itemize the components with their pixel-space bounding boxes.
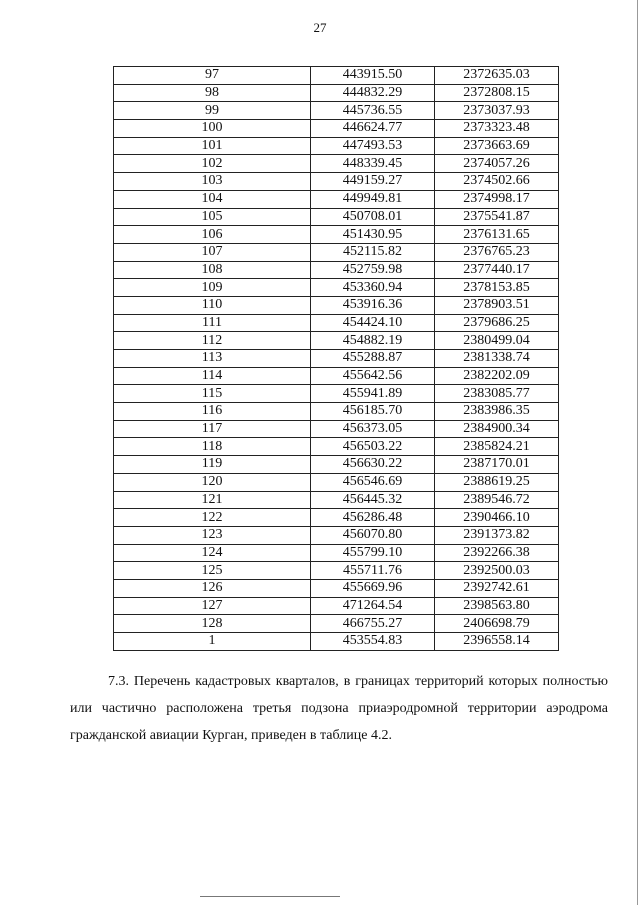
- table-row: [114, 633, 559, 651]
- y-coordinate-cell: 2384900.34: [435, 420, 559, 438]
- x-coordinate-cell: 455941.89: [311, 385, 435, 403]
- point-number-cell: 122: [114, 509, 311, 527]
- table-row: [114, 261, 559, 279]
- x-coordinate-cell: 454424.10: [311, 314, 435, 332]
- x-coordinate-cell: 455799.10: [311, 544, 435, 562]
- x-coordinate-cell: 471264.54: [311, 597, 435, 615]
- x-coordinate-cell: 456445.32: [311, 491, 435, 509]
- point-number-cell: 100: [114, 120, 311, 138]
- point-number-cell: 106: [114, 226, 311, 244]
- x-coordinate-cell: 453554.83: [311, 633, 435, 651]
- y-coordinate-cell: 2381338.74: [435, 350, 559, 368]
- point-number-cell: 121: [114, 491, 311, 509]
- x-coordinate-cell: 452759.98: [311, 261, 435, 279]
- x-coordinate-cell: 454882.19: [311, 332, 435, 350]
- x-coordinate-cell: 443915.50: [311, 67, 435, 85]
- table-row: [114, 208, 559, 226]
- x-coordinate-cell: 450708.01: [311, 208, 435, 226]
- point-number-cell: 112: [114, 332, 311, 350]
- table-row: [114, 615, 559, 633]
- y-coordinate-cell: 2380499.04: [435, 332, 559, 350]
- point-number-cell: 99: [114, 102, 311, 120]
- coordinates-table: [113, 66, 559, 651]
- y-coordinate-cell: 2388619.25: [435, 473, 559, 491]
- table-row: [114, 491, 559, 509]
- x-coordinate-cell: 445736.55: [311, 102, 435, 120]
- y-coordinate-cell: 2374057.26: [435, 155, 559, 173]
- table-row: [114, 544, 559, 562]
- point-number-cell: 108: [114, 261, 311, 279]
- point-number-cell: 104: [114, 190, 311, 208]
- x-coordinate-cell: 444832.29: [311, 84, 435, 102]
- y-coordinate-cell: 2372635.03: [435, 67, 559, 85]
- table-row: [114, 226, 559, 244]
- y-coordinate-cell: 2392266.38: [435, 544, 559, 562]
- x-coordinate-cell: 456546.69: [311, 473, 435, 491]
- table-row: [114, 562, 559, 580]
- table-row: [114, 102, 559, 120]
- y-coordinate-cell: 2382202.09: [435, 367, 559, 385]
- point-number-cell: 127: [114, 597, 311, 615]
- x-coordinate-cell: 447493.53: [311, 137, 435, 155]
- table-row: [114, 597, 559, 615]
- table-row: [114, 367, 559, 385]
- table-row: [114, 279, 559, 297]
- table-row: [114, 84, 559, 102]
- x-coordinate-cell: 449159.27: [311, 173, 435, 191]
- y-coordinate-cell: 2372808.15: [435, 84, 559, 102]
- point-number-cell: 116: [114, 403, 311, 421]
- point-number-cell: 123: [114, 526, 311, 544]
- point-number-cell: 109: [114, 279, 311, 297]
- point-number-cell: 126: [114, 579, 311, 597]
- table-row: [114, 155, 559, 173]
- point-number-cell: 125: [114, 562, 311, 580]
- table-row: [114, 190, 559, 208]
- x-coordinate-cell: 453360.94: [311, 279, 435, 297]
- point-number-cell: 98: [114, 84, 311, 102]
- y-coordinate-cell: 2373663.69: [435, 137, 559, 155]
- table-row: [114, 350, 559, 368]
- x-coordinate-cell: 446624.77: [311, 120, 435, 138]
- paragraph-7-3: 7.3. Перечень кадастровых кварталов, в границах территорий которых полностью или частично расположена третья подзона приаэродромной территории аэродрома гражданской авиации Курган, приведен в таблице 4.2.: [70, 674, 608, 743]
- y-coordinate-cell: 2373323.48: [435, 120, 559, 138]
- x-coordinate-cell: 456070.80: [311, 526, 435, 544]
- x-coordinate-cell: 453916.36: [311, 296, 435, 314]
- table-row: [114, 473, 559, 491]
- point-number-cell: 103: [114, 173, 311, 191]
- x-coordinate-cell: 456373.05: [311, 420, 435, 438]
- y-coordinate-cell: 2406698.79: [435, 615, 559, 633]
- x-coordinate-cell: 455711.76: [311, 562, 435, 580]
- point-number-cell: 120: [114, 473, 311, 491]
- point-number-cell: 110: [114, 296, 311, 314]
- coordinates-table-body: [114, 67, 559, 651]
- table-row: [114, 137, 559, 155]
- y-coordinate-cell: 2387170.01: [435, 456, 559, 474]
- y-coordinate-cell: 2398563.80: [435, 597, 559, 615]
- table-row: [114, 456, 559, 474]
- point-number-cell: 114: [114, 367, 311, 385]
- y-coordinate-cell: 2376765.23: [435, 243, 559, 261]
- x-coordinate-cell: 455669.96: [311, 579, 435, 597]
- x-coordinate-cell: 466755.27: [311, 615, 435, 633]
- point-number-cell: 97: [114, 67, 311, 85]
- y-coordinate-cell: 2378153.85: [435, 279, 559, 297]
- table-row: [114, 67, 559, 85]
- table-row: [114, 385, 559, 403]
- y-coordinate-cell: 2379686.25: [435, 314, 559, 332]
- table-row: [114, 509, 559, 527]
- point-number-cell: 1: [114, 633, 311, 651]
- y-coordinate-cell: 2373037.93: [435, 102, 559, 120]
- table-row: [114, 314, 559, 332]
- y-coordinate-cell: 2391373.82: [435, 526, 559, 544]
- x-coordinate-cell: 451430.95: [311, 226, 435, 244]
- y-coordinate-cell: 2374998.17: [435, 190, 559, 208]
- y-coordinate-cell: 2385824.21: [435, 438, 559, 456]
- y-coordinate-cell: 2378903.51: [435, 296, 559, 314]
- y-coordinate-cell: 2383986.35: [435, 403, 559, 421]
- x-coordinate-cell: 455288.87: [311, 350, 435, 368]
- table-row: [114, 332, 559, 350]
- table-row: [114, 438, 559, 456]
- point-number-cell: 128: [114, 615, 311, 633]
- point-number-cell: 119: [114, 456, 311, 474]
- y-coordinate-cell: 2390466.10: [435, 509, 559, 527]
- y-coordinate-cell: 2383085.77: [435, 385, 559, 403]
- table-row: [114, 403, 559, 421]
- footer-rule: [200, 896, 340, 897]
- point-number-cell: 102: [114, 155, 311, 173]
- x-coordinate-cell: 452115.82: [311, 243, 435, 261]
- table-row: [114, 296, 559, 314]
- point-number-cell: 124: [114, 544, 311, 562]
- table-row: [114, 526, 559, 544]
- table-row: [114, 579, 559, 597]
- table-row: [114, 243, 559, 261]
- y-coordinate-cell: 2374502.66: [435, 173, 559, 191]
- point-number-cell: 113: [114, 350, 311, 368]
- page-number: 27: [313, 20, 327, 35]
- y-coordinate-cell: 2389546.72: [435, 491, 559, 509]
- point-number-cell: 105: [114, 208, 311, 226]
- point-number-cell: 115: [114, 385, 311, 403]
- point-number-cell: 107: [114, 243, 311, 261]
- page-edge-line: [637, 0, 638, 905]
- y-coordinate-cell: 2392742.61: [435, 579, 559, 597]
- x-coordinate-cell: 456286.48: [311, 509, 435, 527]
- x-coordinate-cell: 455642.56: [311, 367, 435, 385]
- point-number-cell: 111: [114, 314, 311, 332]
- x-coordinate-cell: 449949.81: [311, 190, 435, 208]
- point-number-cell: 117: [114, 420, 311, 438]
- y-coordinate-cell: 2392500.03: [435, 562, 559, 580]
- table-row: [114, 173, 559, 191]
- table-row: [114, 420, 559, 438]
- point-number-cell: 118: [114, 438, 311, 456]
- y-coordinate-cell: 2375541.87: [435, 208, 559, 226]
- y-coordinate-cell: 2377440.17: [435, 261, 559, 279]
- point-number-cell: 101: [114, 137, 311, 155]
- y-coordinate-cell: 2376131.65: [435, 226, 559, 244]
- table-row: [114, 120, 559, 138]
- x-coordinate-cell: 448339.45: [311, 155, 435, 173]
- y-coordinate-cell: 2396558.14: [435, 633, 559, 651]
- x-coordinate-cell: 456185.70: [311, 403, 435, 421]
- x-coordinate-cell: 456630.22: [311, 456, 435, 474]
- x-coordinate-cell: 456503.22: [311, 438, 435, 456]
